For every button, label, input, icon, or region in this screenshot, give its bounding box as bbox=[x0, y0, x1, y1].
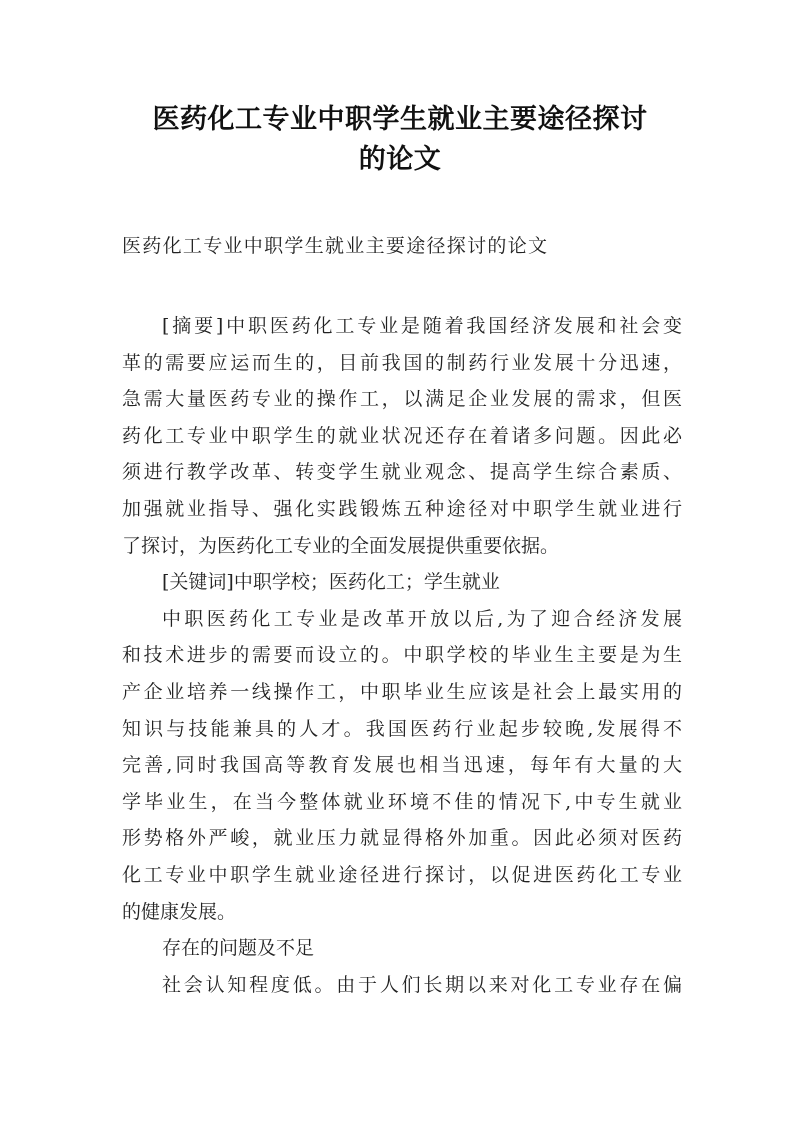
body-text-line: 完善,同时我国高等教育发展也相当迅速，每年有大量的大 bbox=[122, 754, 682, 777]
title-line-1: 医药化工专业中职学生就业主要途径探讨 bbox=[152, 104, 648, 135]
title-line-2: 的论文 bbox=[358, 144, 442, 175]
document-body bbox=[122, 308, 682, 1003]
body-text-line: 中职医药化工专业是改革开放以后,为了迎合经济发展 bbox=[162, 607, 682, 630]
body-text-line: 知识与技能兼具的人才。我国医药行业起步较晚,发展得不 bbox=[122, 717, 682, 740]
body-text-line: [摘要]中职医药化工专业是随着我国经济发展和社会变 bbox=[162, 315, 682, 337]
body-text-line: 产企业培养一线操作工，中职毕业生应该是社会上最实用的 bbox=[122, 680, 682, 703]
body-text-line: 社会认知程度低。由于人们长期以来对化工专业存在偏 bbox=[162, 973, 682, 996]
body-text-line: 化工专业中职学生就业途径进行探讨，以促进医药化工专业 bbox=[122, 863, 682, 886]
body-text-line: 急需大量医药专业的操作工，以满足企业发展的需求，但医 bbox=[122, 388, 682, 411]
document-title bbox=[100, 100, 700, 180]
body-text-line: 形势格外严峻，就业压力就显得格外加重。因此必须对医药 bbox=[122, 827, 682, 850]
body-text-line: 和技术进步的需要而设立的。中职学校的毕业生主要是为生 bbox=[122, 644, 682, 667]
body-text-line: [关键词]中职学校；医药化工；学生就业 bbox=[162, 571, 500, 594]
body-text-line: 须进行教学改革、转变学生就业观念、提高学生综合素质、 bbox=[122, 461, 682, 484]
document-subtitle: 医药化工专业中职学生就业主要途径探讨的论文 bbox=[122, 235, 549, 257]
body-text-line: 加强就业指导、强化实践锻炼五种途径对中职学生就业进行 bbox=[122, 497, 682, 520]
body-text-line: 药化工专业中职学生的就业状况还存在着诸多问题。因此必 bbox=[122, 424, 682, 447]
body-text-line: 的健康发展。 bbox=[122, 900, 237, 923]
body-text-line: 革的需要应运而生的，目前我国的制药行业发展十分迅速， bbox=[122, 351, 682, 374]
body-text-line: 存在的问题及不足 bbox=[162, 937, 315, 960]
body-text-line: 了探讨，为医药化工专业的全面发展提供重要依据。 bbox=[122, 534, 560, 557]
body-text-line: 学毕业生，在当今整体就业环境不佳的情况下,中专生就业 bbox=[122, 790, 682, 813]
